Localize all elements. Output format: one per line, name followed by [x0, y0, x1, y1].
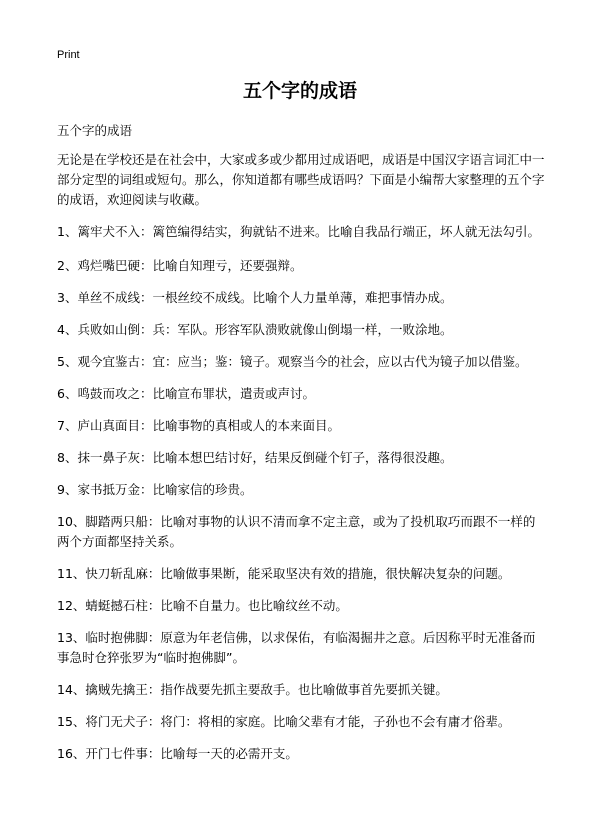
- print-link[interactable]: Print: [57, 49, 80, 61]
- idiom-item: 10、脚踏两只船：比喻对事物的认识不清而拿不定主意，或为了投机取巧而跟不一样的两个方面都坚持关系。: [57, 514, 536, 549]
- idiom-item: 15、将门无犬子：将门：将相的家庭。比喻父辈有才能，子孙也不会有庸才俗辈。: [57, 714, 511, 729]
- page-title: 五个字的成语: [242, 80, 357, 102]
- idiom-item: 4、兵败如山倒：兵：军队。形容军队溃败就像山倒塌一样，一败涂地。: [57, 322, 453, 337]
- idiom-item: 12、蜻蜓撼石柱：比喻不自量力。也比喻纹丝不动。: [57, 598, 348, 613]
- idiom-item: 1、篱牢犬不入：篱笆编得结实，狗就钻不进来。比喻自我品行端正，坏人就无法勾引。: [57, 224, 540, 239]
- idiom-item: 8、抹一鼻子灰：比喻本想巴结讨好，结果反倒碰个钉子，落得很没趣。: [57, 450, 453, 465]
- idiom-item: 9、家书抵万金：比喻家信的珍贵。: [57, 482, 253, 497]
- idiom-item: 3、单丝不成线：一根丝绞不成线。比喻个人力量单薄，难把事情办成。: [57, 290, 453, 305]
- idiom-item: 7、庐山真面目：比喻事物的真相或人的本来面目。: [57, 418, 340, 433]
- idiom-item: 13、临时抱佛脚：原意为年老信佛，以求保佑，有临渴掘井之意。后因称平时无准备而事急时仓猝张罗为“临时抱佛脚”。: [57, 630, 536, 665]
- idiom-item: 6、鸣鼓而攻之：比喻宣布罪状，遣责或声讨。: [57, 386, 315, 401]
- idiom-item: 5、观今宜鉴古：宜：应当；鉴：镜子。观察当今的社会，应以古代为镜子加以借鉴。: [57, 354, 528, 369]
- section-subtitle: 五个字的成语: [57, 123, 133, 138]
- idiom-item: 2、鸡烂嘴巴硬：比喻自知理亏，还要强辩。: [57, 258, 303, 273]
- idiom-item: 11、快刀斩乱麻：比喻做事果断，能采取坚决有效的措施，很快解决复杂的问题。: [57, 566, 511, 581]
- intro-paragraph: 无论是在学校还是在社会中，大家或多或少都用过成语吧，成语是中国汉字语言词汇中一部分定型的词组或短句。那么，你知道都有哪些成语吗？下面是小编帮大家整理的五个字的成语，欢迎阅读与收藏。: [57, 152, 545, 207]
- idiom-item: 16、开门七件事：比喻每一天的必需开支。: [57, 746, 298, 761]
- article-body: [57, 150, 547, 776]
- idiom-item: 14、擒贼先擒王：指作战要先抓主要敌手。也比喻做事首先要抓关键。: [57, 682, 448, 697]
